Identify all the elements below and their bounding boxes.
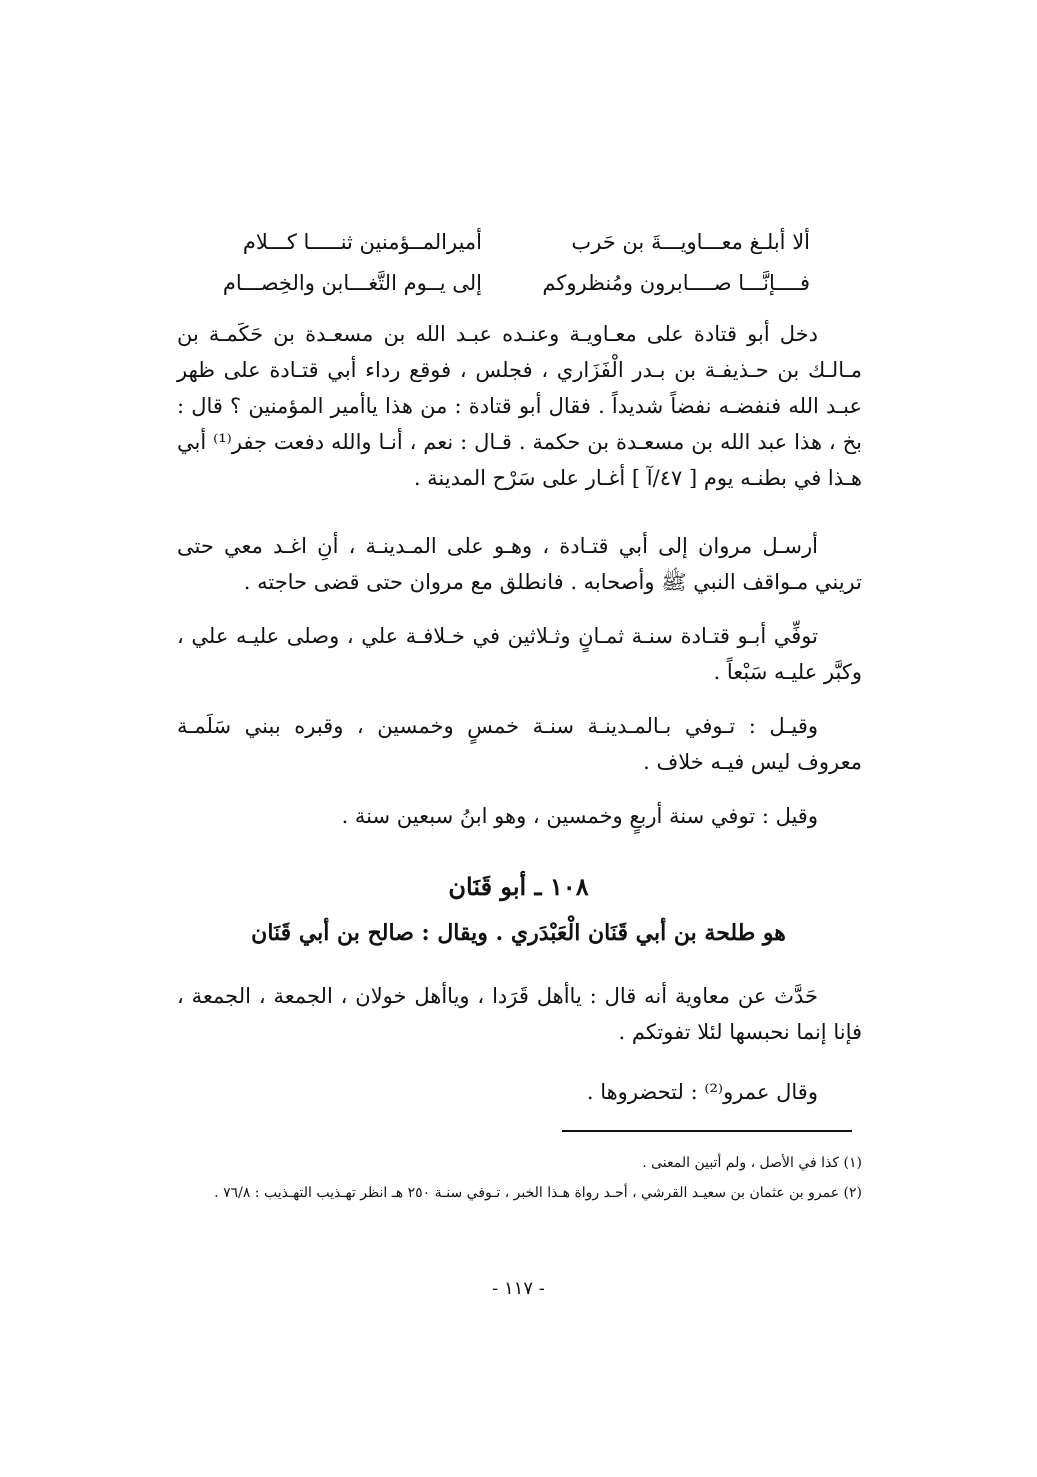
paragraph: وقيل : توفي سنة أربعٍ وخمسين ، وهو ابنُ سبعين سنة . (341, 804, 818, 828)
footnote: (٢) عمرو بن عثمان بن سعيـد القرشي ، أحـد رواة هـذا الخبر ، تـوفي سنـة ٢٥٠ هـ انظر تهـذيب التهـذيب : ٧٦/٨ . (214, 1185, 862, 1201)
paragraph: دخل أبو قتادة على معـاويـة وعنـده عبـد الله بن مسعـدة بن حَكَمـة بن مـالـك بن حـذيفـة بن بـدر الْفَزَاري ، فجلس ، فوقع رداء أبي قتـادة على ظهر عبـد الله فنفضـه نفضاً شديداً . فقال أبو قتادة : من هذا ياأمير المؤمنين ؟ قال : بخ ، هذا عبد الله بن مسعـدة بن حكمة . قـال : نعم ، أنـا والله دفعت جفر⁽¹⁾ أبي هـذا في بطنـه يوم [ ٤٧/آ ] أغـار على سَرْح المدينة . (177, 322, 862, 490)
page-number: - ١١٧ - (492, 1278, 545, 1299)
paragraph: وقيـل : تـوفي بـالمـدينـة سنـة خمسٍ وخمسين ، وقبره ببني سَلَمـة معروف ليس فيـه خلاف . (177, 714, 862, 774)
footnote-divider (562, 1130, 852, 1132)
verse-hemistich: فــــإنَّـــا صــــابرون ومُنظروكم (542, 271, 810, 295)
paragraph: حَدَّث عن معاوية أنه قال : ياأهل قَرَدا ، وياأهل خولان ، الجمعة ، الجمعة ، فإنا إنما نحبسها لئلا تفوتكم . (177, 984, 862, 1044)
paragraph: وقال عمرو⁽²⁾ : لتحضروها . (586, 1080, 818, 1104)
footnote: (١) كذا في الأصل ، ولم أتبين المعنى . (642, 1155, 862, 1171)
section-heading: ١٠٨ ـ أبو قَنَان (448, 872, 589, 901)
section-subheading: هو طلحة بن أبي قَنَان الْعَبْدَري . ويقال : صالح بن أبي قَنَان (251, 920, 786, 946)
paragraph: أرسـل مروان إلى أبي قتـادة ، وهـو على المـدينـة ، أنِ اغـد معي حتى تريني مـواقف النبي ﷺ وأصحابه . فانطلق مع مروان حتى قضى حاجته . (177, 534, 862, 594)
verse-hemistich: إلى يــوم التَّغـــابن والخِصـــام (222, 271, 482, 295)
paragraph: توفِّي أبـو قتـادة سنـة ثمـانٍ وثـلاثين في خـلافـة علي ، وصلى عليـه علي ، وكبَّر عليـه سَبْعاً . (177, 624, 862, 684)
verse-hemistich: ألا أبلـغ معـــاويـــةَ بن حَرب (571, 230, 810, 254)
verse-hemistich: أميرالمــؤمنين ثنـــــا كـــلام (242, 230, 482, 254)
